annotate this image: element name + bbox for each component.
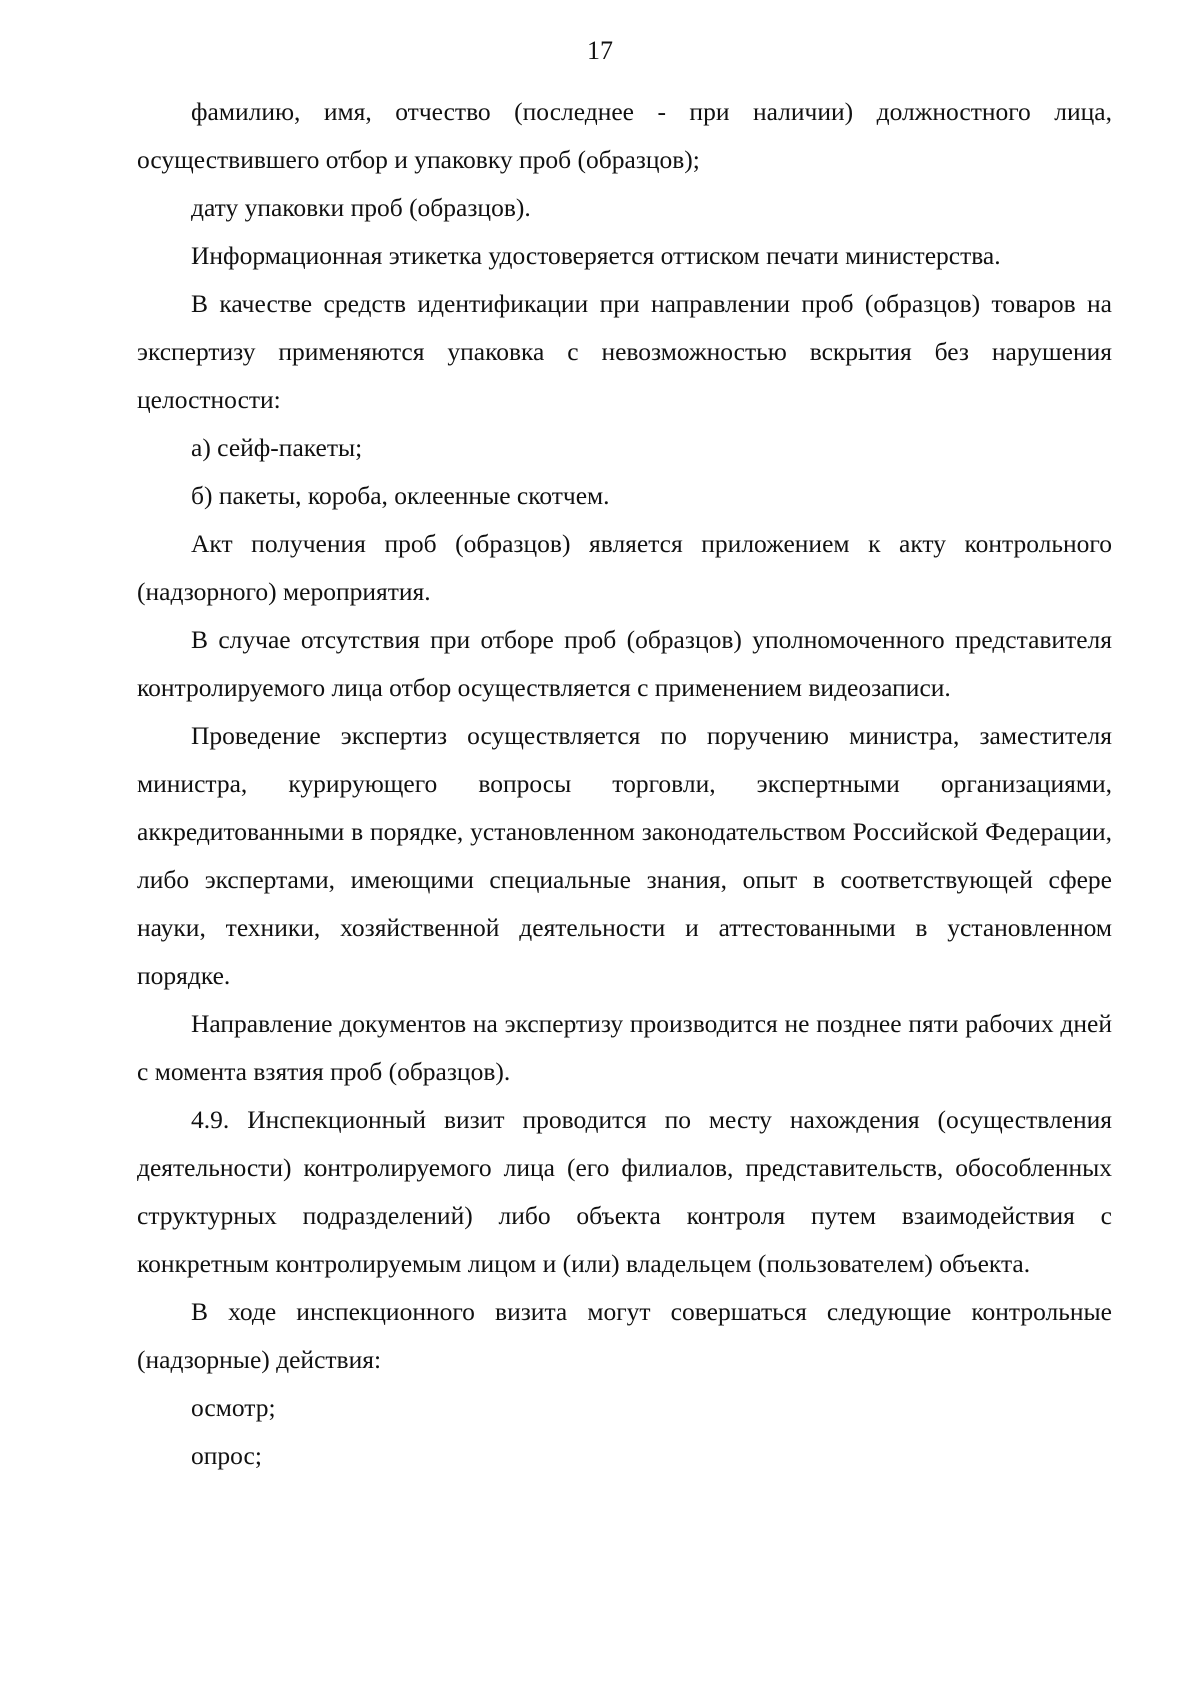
paragraph-control-actions: В ходе инспекционного визита могут совершаться следующие контрольные (надзорные) действия: <box>137 1297 1112 1374</box>
list-item-inspection: осмотр; <box>191 1393 276 1422</box>
page-number: 17 <box>587 36 613 65</box>
list-item-safe-packets: а) сейф-пакеты; <box>191 433 363 462</box>
paragraph-info-label: Информационная этикетка удостоверяется оттиском печати министерства. <box>191 241 1001 270</box>
paragraph-documents-deadline: Направление документов на экспертизу производится не позднее пяти рабочих дней с момента взятия проб (образцов). <box>137 1009 1112 1086</box>
document-body <box>137 88 1112 1480</box>
paragraph-inspection-visit: 4.9. Инспекционный визит проводится по месту нахождения (осуществления деятельности) контролируемого лица (его филиалов, представительств, обособленных структурных подразделений) либо объекта контроля путем взаимодействия с конкретным контролируемым лицом и (или) владельцем (пользователем) объекта. <box>137 1105 1112 1278</box>
paragraph-sample-act: Акт получения проб (образцов) является приложением к акту контрольного (надзорного) мероприятия. <box>137 529 1112 606</box>
paragraph-responsible-person: фамилию, имя, отчество (последнее - при наличии) должностного лица, осуществившего отбор и упаковку проб (образцов); <box>137 97 1112 174</box>
paragraph-packing-date: дату упаковки проб (образцов). <box>191 193 531 222</box>
paragraph-identification-means: В качестве средств идентификации при направлении проб (образцов) товаров на экспертизу применяются упаковка с невозможностью вскрытия без нарушения целостности: <box>137 289 1112 414</box>
list-item-survey: опрос; <box>191 1441 262 1470</box>
paragraph-video-recording: В случае отсутствия при отборе проб (образцов) уполномоченного представителя контролируемого лица отбор осуществляется с применением видеозаписи. <box>137 625 1112 702</box>
paragraph-expertise: Проведение экспертиз осуществляется по поручению министра, заместителя министра, курирующего вопросы торговли, экспертными организациями, аккредитованными в порядке, установленном законодательством Российской Федерации, либо экспертами, имеющими специальные знания, опыт в соответствующей сфере науки, техники, хозяйственной деятельности и аттестованными в установленном порядке. <box>137 721 1112 990</box>
list-item-taped-boxes: б) пакеты, короба, оклеенные скотчем. <box>191 481 610 510</box>
